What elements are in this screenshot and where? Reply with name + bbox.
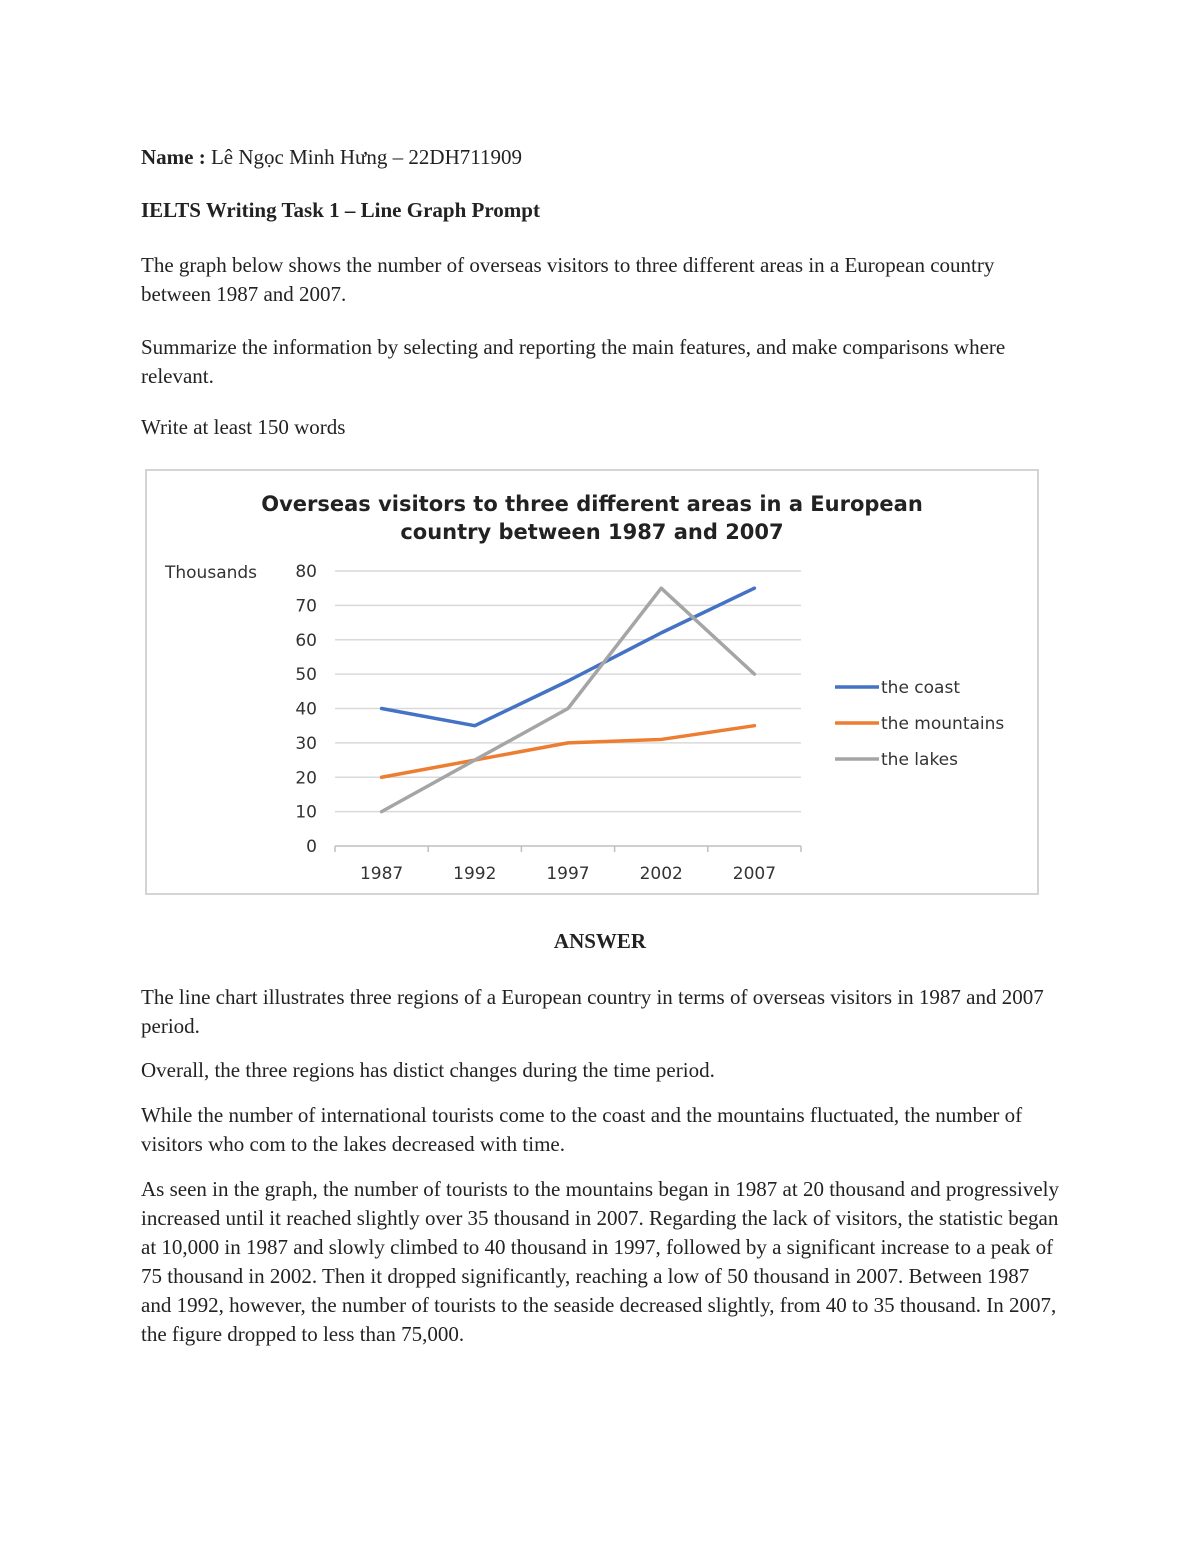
answer-paragraph-2: Overall, the three regions has distict changes during the time period. — [141, 1058, 715, 1082]
x-tick-label-2002: 2002 — [639, 864, 683, 884]
x-tick-label-2007: 2007 — [732, 864, 777, 884]
answer-paragraph-3: While the number of international tourists come to the coast and the mountains fluctuated, the number of visitors who com to the lakes decreased with time. — [141, 1103, 1023, 1156]
y-tick-label-50: 50 — [295, 665, 317, 686]
series-line-the-mountains — [382, 726, 755, 778]
y-tick-label-40: 40 — [295, 699, 317, 720]
y-tick-labels — [295, 562, 317, 857]
y-tick-label-30: 30 — [295, 733, 317, 754]
prompt-paragraph-2: Summarize the information by selecting and reporting the main features, and make comparisons where relevant. — [141, 335, 1006, 388]
y-tick-label-80: 80 — [295, 562, 317, 582]
prompt-paragraph-1: The graph below shows the number of overseas visitors to three different areas in a European country between 1987 and 2007. — [141, 253, 995, 306]
prompt-paragraph-3: Write at least 150 words — [141, 415, 346, 439]
y-tick-label-60: 60 — [295, 630, 317, 651]
legend-label-the-coast: the coast — [881, 678, 960, 698]
line-chart — [145, 469, 1039, 895]
x-tick-label-1987: 1987 — [359, 864, 404, 884]
series-lines — [382, 588, 755, 811]
legend-label-the-lakes: the lakes — [881, 750, 958, 770]
chart-title-line-1: Overseas visitors to three different areas in a European — [261, 492, 923, 516]
chart-title-line-2: country between 1987 and 2007 — [400, 520, 784, 544]
chart-canvas — [147, 471, 1037, 893]
student-name-line — [141, 143, 1061, 172]
y-tick-label-20: 20 — [295, 768, 317, 789]
x-tick-labels — [360, 864, 776, 884]
y-tick-label-0: 0 — [306, 837, 317, 857]
y-tick-label-70: 70 — [295, 596, 317, 617]
answer-title: ANSWER — [553, 929, 647, 953]
legend — [835, 678, 1004, 770]
x-tick-label-1997: 1997 — [546, 864, 590, 884]
answer-paragraph-4: As seen in the graph, the number of tourists to the mountains began in 1987 at 20 thousand and progressively increased until it reached slightly over 35 thousand in 2007. Regarding the lack of visitors, the statistic began at 10,000 in 1987 and slowly climbed to 40 thousand in 1997, followed by a significant increase to a peak of 75 thousand in 2002. Then it dropped significantly, reaching a low of 50 thousand in 2007. Between 1987 and 1992, however, the number of tourists to the seaside decreased slightly, from 40 to 35 thousand. In 2007, the figure dropped to less than 75,000. — [141, 1177, 1060, 1346]
name-value: Lê Ngọc Minh Hưng – 22DH711909 — [205, 145, 522, 169]
x-tick-label-1992: 1992 — [453, 864, 497, 884]
y-axis-label: Thousands — [165, 563, 258, 583]
name-label: Name : — [141, 145, 206, 169]
answer-paragraph-1: The line chart illustrates three regions of a European country in terms of overseas visitors in 1987 and 2007 period. — [141, 985, 1044, 1038]
legend-label-the-mountains: the mountains — [881, 714, 1005, 734]
series-line-the-lakes — [382, 588, 755, 811]
y-tick-label-10: 10 — [295, 802, 317, 823]
task-title: IELTS Writing Task 1 – Line Graph Prompt — [141, 198, 540, 222]
series-line-the-coast — [382, 588, 755, 726]
